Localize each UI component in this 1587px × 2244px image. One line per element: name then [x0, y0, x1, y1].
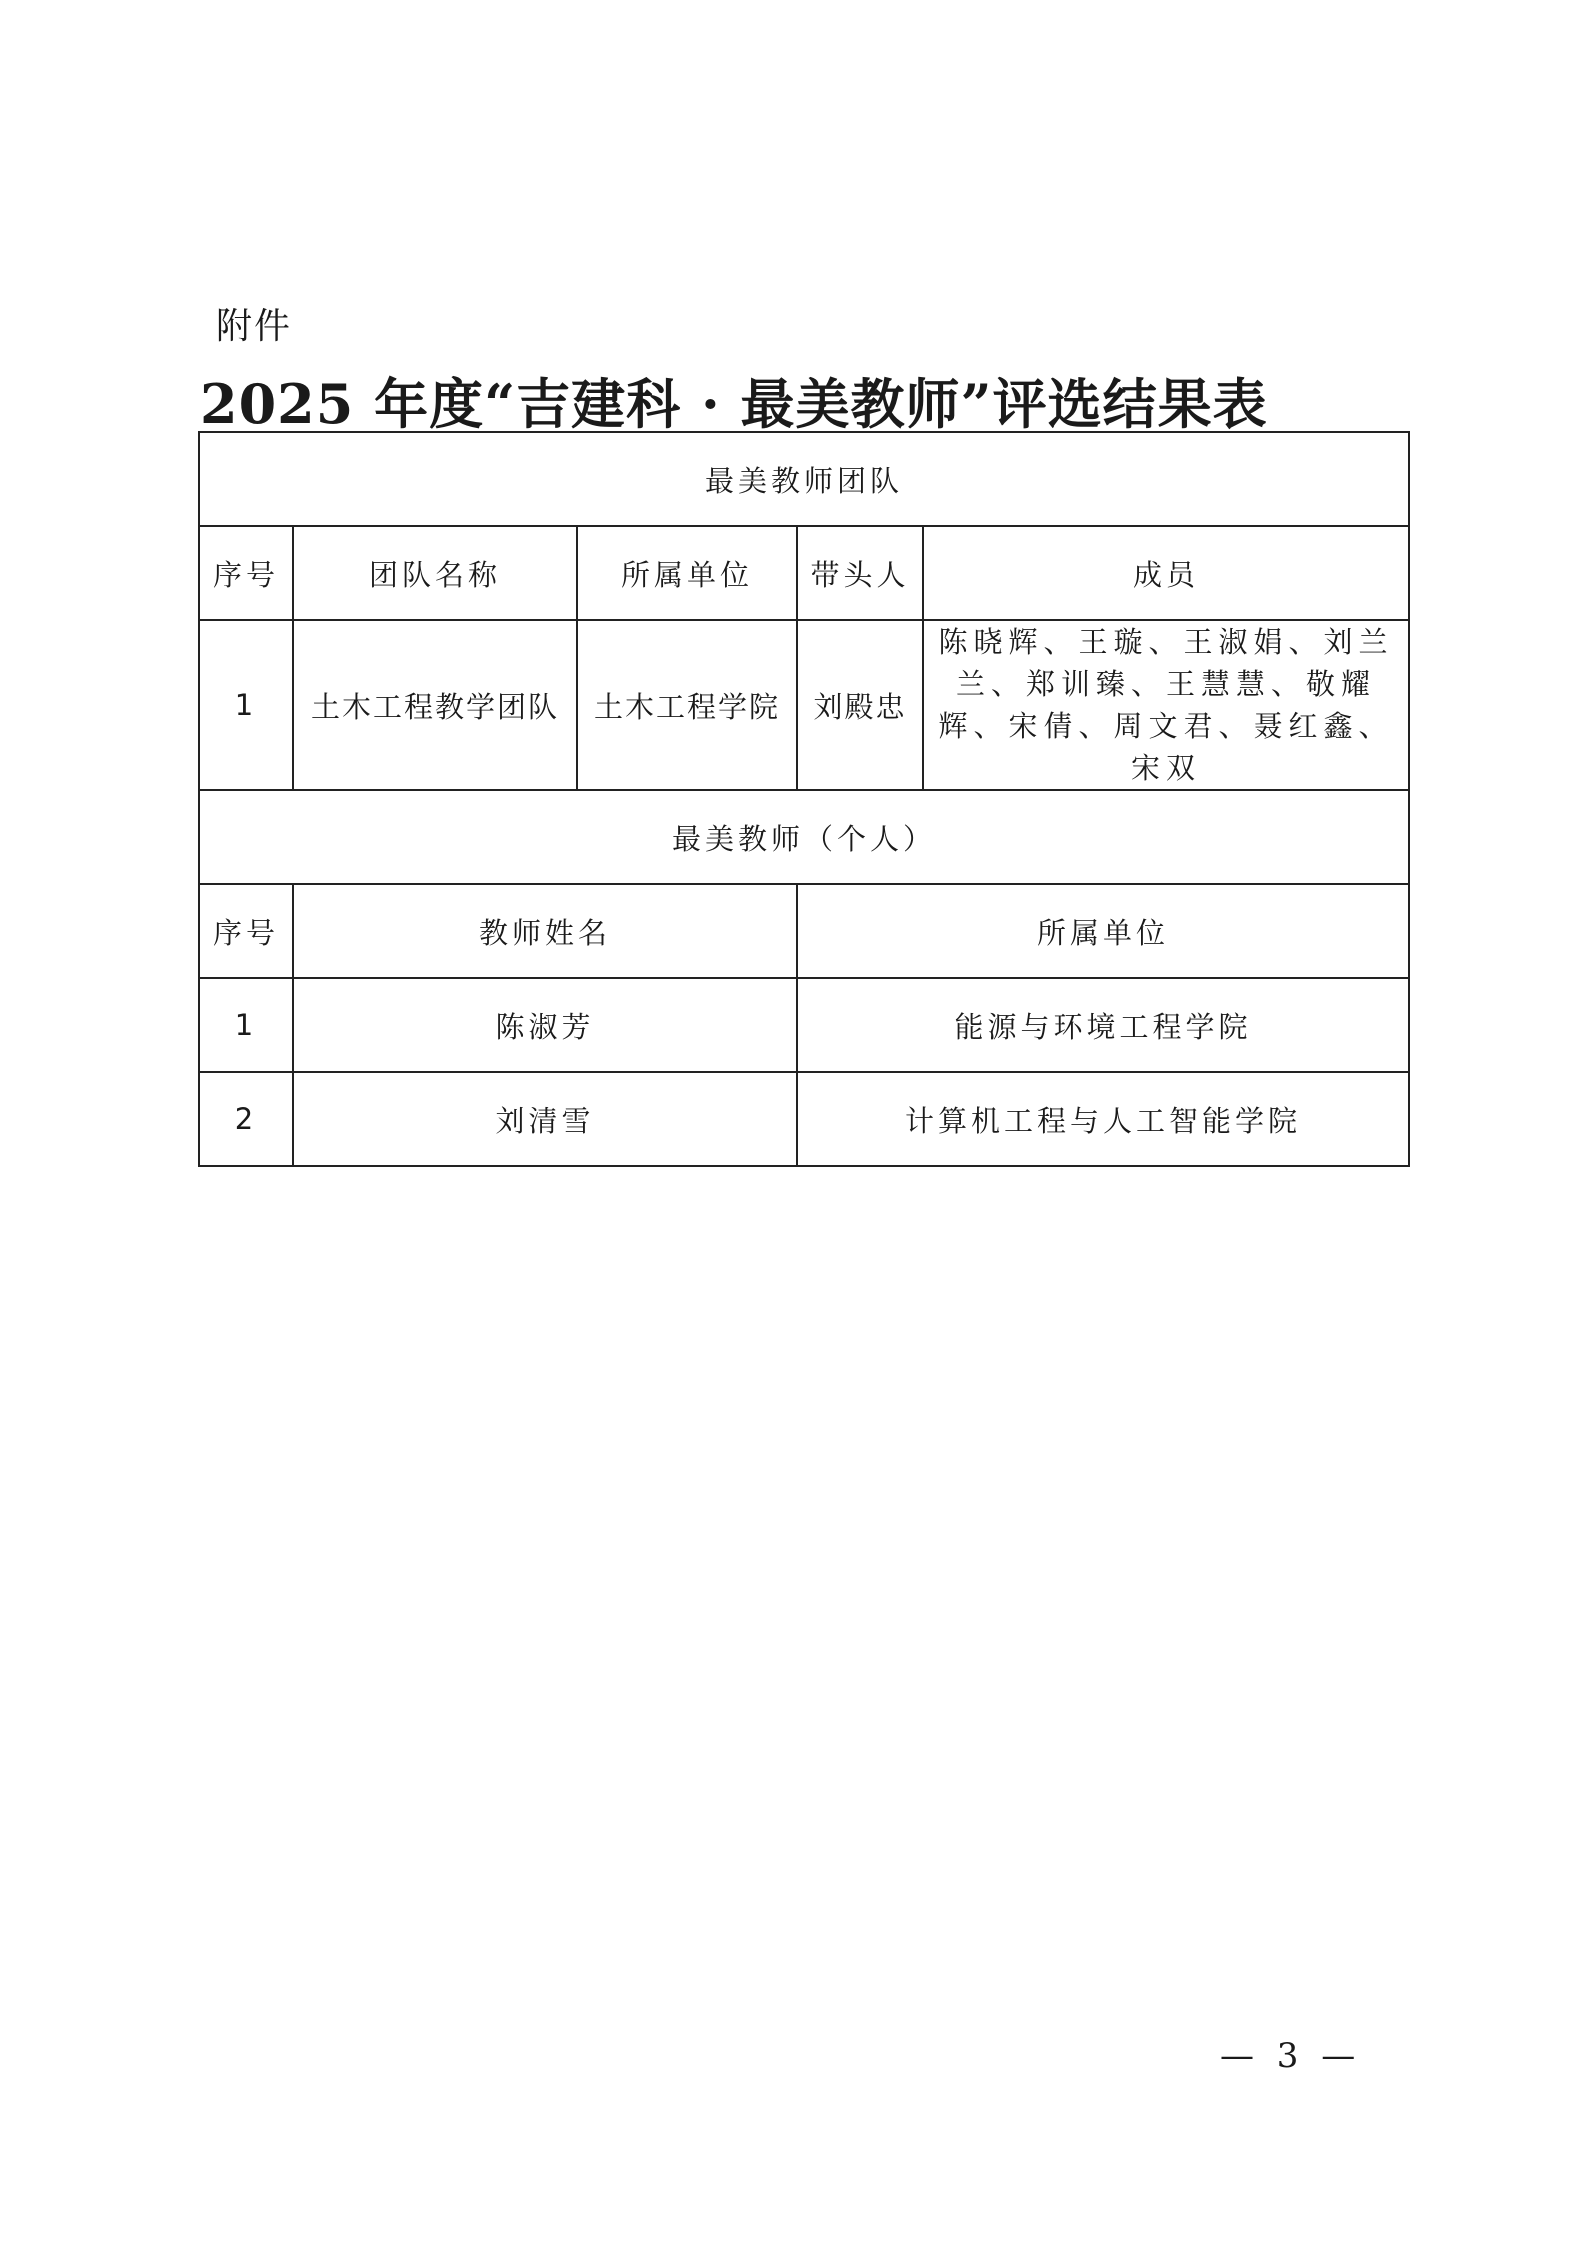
individual-header-row: [199, 884, 1409, 978]
team-unit-cell: 土木工程学院: [577, 620, 797, 790]
team-section-heading: 最美教师团队: [199, 432, 1409, 526]
individual-index-cell: 1: [199, 978, 293, 1072]
team-leader-cell: 刘殿忠: [797, 620, 923, 790]
team-members-cell: 陈晓辉、王璇、王淑娟、刘兰兰、郑训臻、王慧慧、敬耀辉、宋倩、周文君、聂红鑫、宋双: [923, 620, 1409, 790]
table-row: [199, 978, 1409, 1072]
team-name-cell: 土木工程教学团队: [293, 620, 577, 790]
column-header-unit: 所属单位: [797, 884, 1409, 978]
individual-name-cell: 刘清雪: [293, 1072, 797, 1166]
page-number: — 3 —: [1220, 2036, 1362, 2076]
team-index-cell: 1: [199, 620, 293, 790]
column-header-leader: 带头人: [797, 526, 923, 620]
individual-section-heading-row: [199, 790, 1409, 884]
team-header-row: [199, 526, 1409, 620]
column-header-index: 序号: [199, 884, 293, 978]
individual-unit-cell: 计算机工程与人工智能学院: [797, 1072, 1409, 1166]
team-section-heading-row: [199, 432, 1409, 526]
individual-unit-cell: 能源与环境工程学院: [797, 978, 1409, 1072]
document-title: 2025 年度“吉建科 · 最美教师”评选结果表: [200, 372, 1268, 436]
table-row: [199, 620, 1409, 790]
column-header-index: 序号: [199, 526, 293, 620]
column-header-unit: 所属单位: [577, 526, 797, 620]
column-header-members: 成员: [923, 526, 1409, 620]
column-header-teacher-name: 教师姓名: [293, 884, 797, 978]
results-table: [198, 431, 1410, 1167]
individual-name-cell: 陈淑芳: [293, 978, 797, 1072]
attachment-label: 附件: [216, 306, 293, 347]
table-row: [199, 1072, 1409, 1166]
column-header-team-name: 团队名称: [293, 526, 577, 620]
individual-index-cell: 2: [199, 1072, 293, 1166]
individual-section-heading: 最美教师（个人）: [199, 790, 1409, 884]
